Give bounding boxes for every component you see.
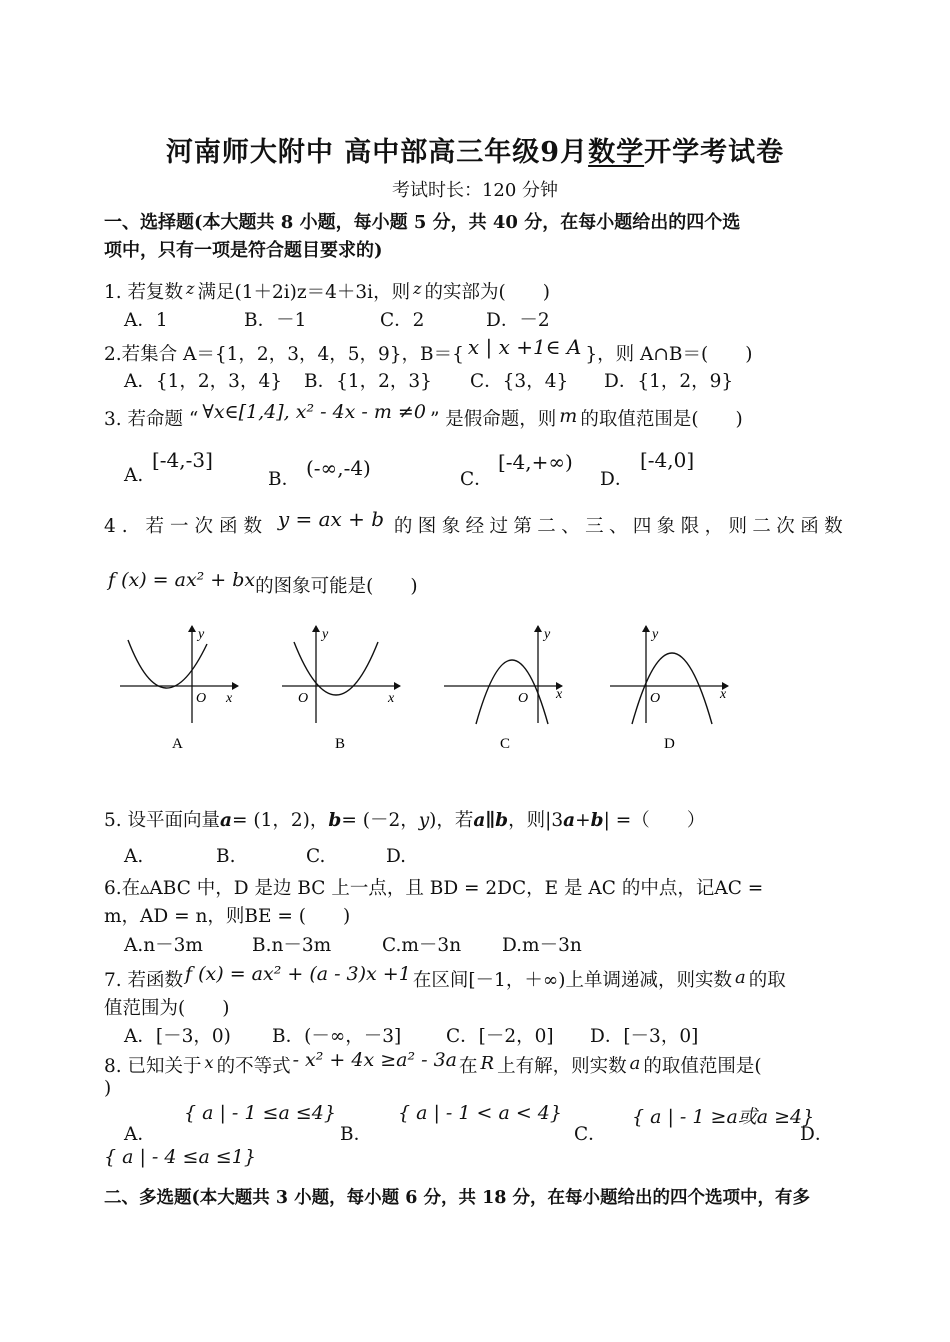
graph-label: C [500,736,511,752]
q5-option-a: A. [124,846,144,867]
q3-option-a-label: A. [124,465,144,486]
parabola [294,642,378,695]
q8-option-b-label: B． [340,1124,373,1145]
section2-heading: 二、多选题(本大题共 3 小题，每小题 6 分，共 18 分，在每小题给出的四个选项中，有多 [104,1188,811,1208]
q8-option-d-set: { a | - 4 ≤a ≤1} [104,1146,256,1168]
svg-text:x: x [226,691,233,706]
q3-option-b-range: (-∞,-4) [306,456,371,480]
graph-b [282,626,400,752]
var-m: m [559,405,578,427]
q3-option-a-range: [-4,-3] [152,448,213,472]
q7-option-c: C．[－2，0] [446,1026,554,1047]
inequality: - x² + 4x ≥a² - 3a [292,1049,458,1071]
var-x: x [204,1053,214,1072]
question-4-cont: f (x) = ax² + bx的图象可能是( ) [108,569,418,597]
q3-option-c-range: [-4,+∞) [498,450,573,474]
var-z: z [413,279,422,298]
q8-option-c-set: { a | - 1 ≥a或a ≥4} [632,1106,815,1128]
q7-option-a: A．[－3，0) [124,1026,231,1047]
svg-text:O: O [298,691,309,706]
question-4: 4. 若一次函数 y = ax + b 的图象经过第二、三、四象限，则二次函数 [104,507,848,537]
question-7: 7. 若函数 f (x) = ax² + (a - 3)x +1 在区间[－1，＋∞)上单调递减，则实数 a 的取 [104,963,786,991]
parabola [476,660,548,724]
q1-option-d: D．－2 [486,310,550,331]
title-text-end: 开学考试卷 [644,137,785,168]
svg-text:O: O [518,691,529,706]
q4-graphs [110,618,750,758]
q5-option-c: C. [306,846,326,867]
title-text: 河南师大附中 高中部高三年级9月 [165,137,589,168]
graph-d [610,626,728,752]
svg-text:x: x [556,687,563,702]
question-8-cont: ) [104,1078,112,1099]
q7-option-d: D．[－3，0] [590,1026,699,1047]
q6-option-a: A.n－3m [124,935,203,956]
question-7-cont: 值范围为( ) [104,998,230,1019]
linear-function: y = ax + b [277,507,385,531]
question-2: 2.若集合 A＝{1，2，3，4，5，9}，B＝{ x | x +1∈ A }，则 A∩B＝( ) [104,335,753,365]
q8-option-d-label: D． [800,1124,834,1145]
var-a: a [734,967,746,988]
question-6-cont: m，AD = n，则BE = ( ) [104,906,351,927]
svg-text:y: y [544,627,551,642]
q5-option-d: D. [386,846,407,867]
graph-c [444,626,563,752]
proposition: ∀x∈[1,4], x² - 4x - m ≠0 [202,401,426,423]
q5-option-b: B. [216,846,236,867]
q8-option-c-label: C． [574,1124,607,1145]
function-f: f (x) = ax² + (a - 3)x +1 [185,963,411,985]
q8-option-b-set: { a | - 1 < a < 4} [398,1102,562,1124]
q6-option-b: B.n－3m [252,935,332,956]
graph-label: D [664,736,675,752]
question-1: 1. 若复数 z 满足(1＋2i)z＝4＋3i，则 z 的实部为( ) [104,279,550,303]
parabola [128,640,207,688]
q3-option-d-label: D． [600,469,634,490]
title-subject: 数学 [588,137,645,168]
q1-option-b: B．－1 [244,310,307,331]
var-z: z [186,279,195,298]
q3-option-d-range: [-4,0] [640,448,695,472]
question-8: 8. 已知关于 x 的不等式 - x² + 4x ≥a² - 3a 在 R 上有解，则实数 a 的取值范围是( [104,1049,762,1077]
graph-label: B [335,736,346,752]
question-5: 5. 设平面向量a= (1，2)，b= (－2，y)，若a∥b，则|3a+b| =（ ） [104,810,706,831]
svg-text:x: x [388,691,395,706]
graph-a [120,626,238,752]
svg-text:y: y [198,627,205,642]
question-6: 6.在▵ABC 中，D 是边 BC 上一点，且 BD = 2DC，E 是 AC 的中点，记AC = [104,878,764,899]
q2-option-c: C．{3，4} [470,371,569,392]
exam-duration: 考试时长：120 分钟 [391,180,559,201]
set-builder: x | x +1∈ A [467,335,582,359]
q2-option-b: B．{1，2，3} [304,371,432,392]
set-r: R [480,1053,495,1074]
q6-option-d: D.m－3n [502,935,582,956]
question-3: 3. 若命题 “ ∀x∈[1,4], x² - 4x - m ≠0 ” 是假命题，则 m 的取值范围是( ) [104,401,743,430]
q6-option-c: C.m－3n [382,935,462,956]
svg-text:y: y [322,627,329,642]
var-a: a [629,1053,641,1074]
exam-title [0,130,950,169]
q3-option-c-label: C． [460,469,493,490]
q8-option-a-set: { a | - 1 ≤a ≤4} [184,1102,336,1124]
graph-label: A [172,736,183,752]
q2-option-a: A．{1，2，3，4} [124,371,282,392]
q3-option-b-label: B． [268,469,301,490]
q1-option-c: C．2 [380,310,425,331]
section1-heading: 一、选择题(本大题共 8 小题，每小题 5 分，共 40 分，在每小题给出的四个选 [104,212,741,233]
q2-option-d: D．{1，2，9} [604,371,734,392]
quadratic-function: f (x) = ax² + bx [108,569,256,591]
svg-text:O: O [196,691,207,706]
svg-text:y: y [652,627,659,642]
svg-text:x: x [720,687,727,702]
parabola [632,653,712,724]
svg-text:O: O [650,691,661,706]
q8-option-a-label: A． [124,1124,156,1145]
q7-option-b: B．(－∞，－3] [272,1026,402,1047]
section1-heading-cont: 项中，只有一项是符合题目要求的) [104,240,383,261]
q1-option-a: A．1 [124,310,168,331]
